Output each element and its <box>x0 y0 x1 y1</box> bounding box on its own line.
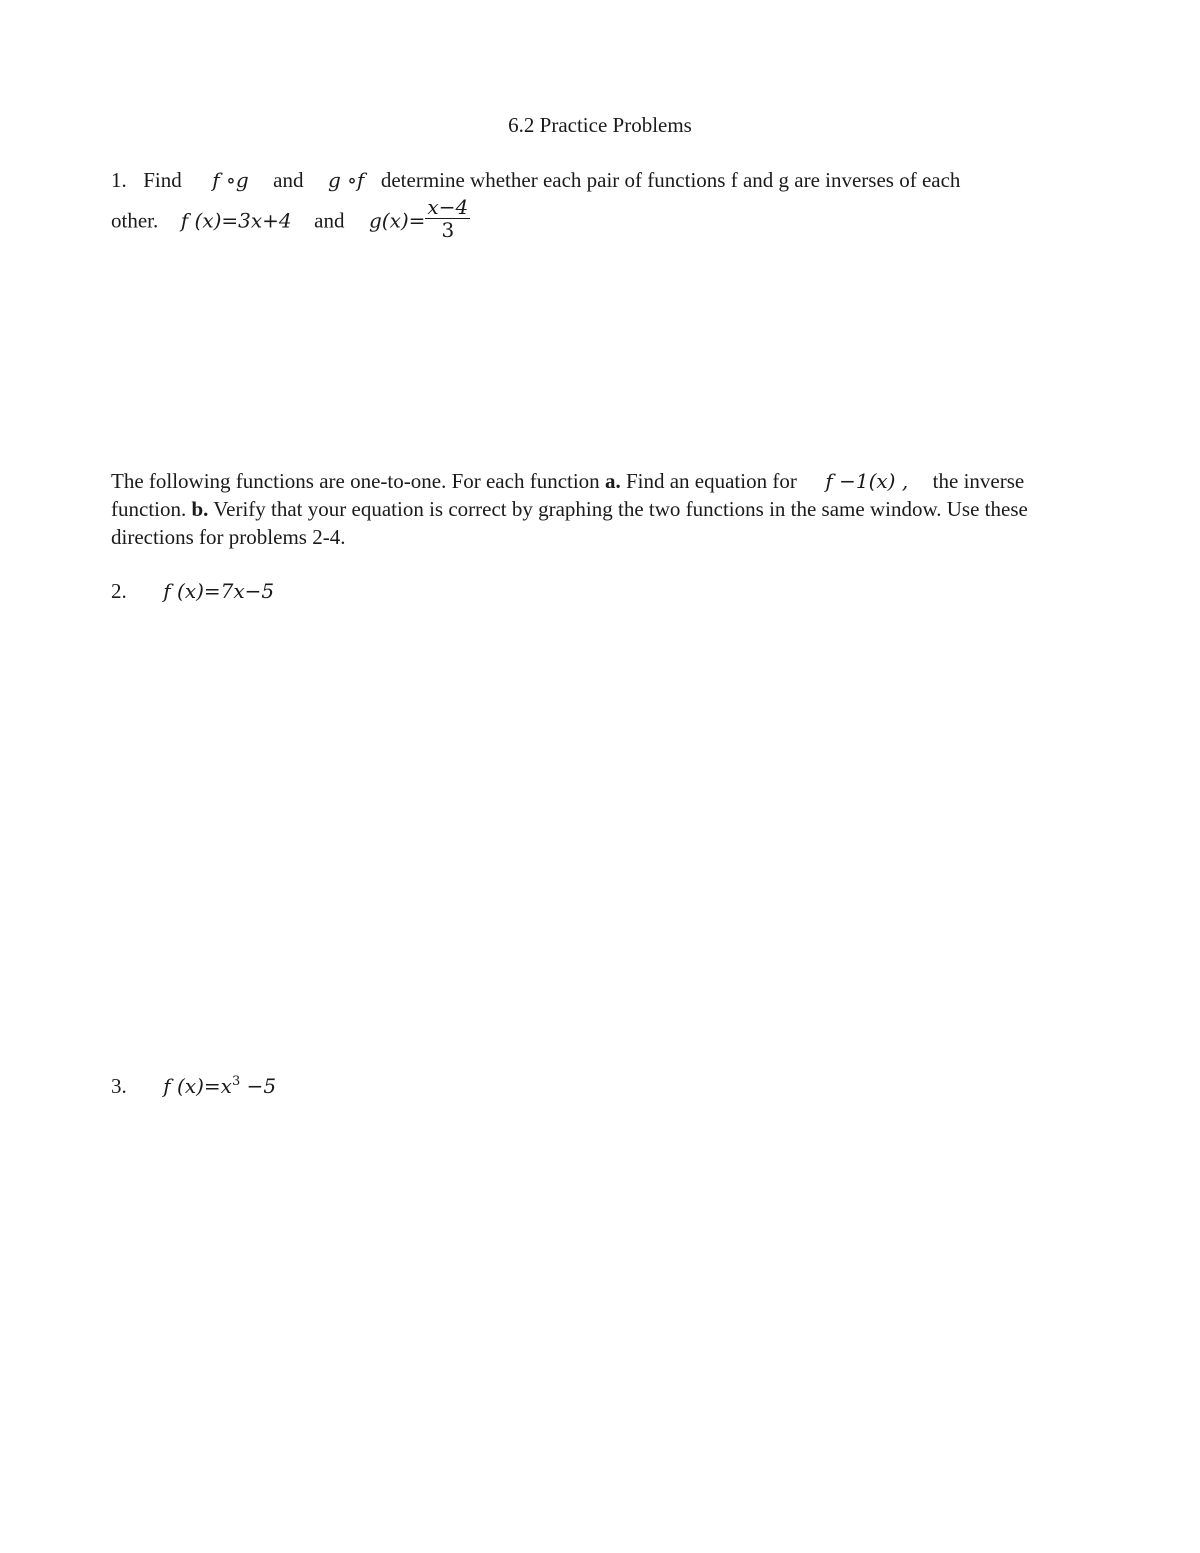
problem-3-exponent: 3 <box>231 1074 241 1089</box>
page-title: 6.2 Practice Problems <box>508 113 692 137</box>
problem-2-number: 2. <box>111 579 127 603</box>
label-b: b. <box>191 497 209 521</box>
problem-3-number: 3. <box>111 1074 127 1098</box>
other-word: other. <box>111 208 159 233</box>
f-definition: f (x)=3x+4 <box>180 208 292 233</box>
problem-2 <box>111 577 274 605</box>
directions-part-2: Find an equation for <box>625 469 797 493</box>
g-compose-f: g ∘f <box>327 168 365 192</box>
label-a: a. <box>604 469 621 493</box>
find-word: Find <box>143 168 182 192</box>
problem-1-line-2 <box>111 195 470 245</box>
g-numerator: x−4 <box>427 195 469 219</box>
problem-1-number: 1. <box>111 168 127 192</box>
problem-1-line-1 <box>111 166 960 194</box>
problem-1-text: determine whether each pair of functions f and g are inverses of each <box>380 168 961 192</box>
directions-part-1: The following functions are one-to-one. For each function <box>111 469 600 493</box>
problem-2-expression: f (x)=7x−5 <box>163 579 275 603</box>
f-compose-g: f ∘g <box>212 168 249 192</box>
problem-3-lhs: f (x)=x <box>163 1074 232 1098</box>
directions-paragraph <box>111 467 1051 551</box>
and-word-1: and <box>273 168 304 192</box>
g-denominator: 3 <box>441 218 455 242</box>
problem-3-rhs: −5 <box>240 1074 277 1098</box>
g-fraction <box>425 196 470 241</box>
problem-3 <box>111 1068 276 1100</box>
directions-part-3: the inverse function. <box>111 469 1025 521</box>
directions-part-4: Verify that your equation is correct by graphing the two functions in the same window. Use these directions for problems 2-4. <box>111 497 1028 549</box>
g-lhs: g(x)= <box>368 208 426 233</box>
f-inverse: f −1(x) , <box>825 469 909 493</box>
and-word-2: and <box>314 208 345 233</box>
